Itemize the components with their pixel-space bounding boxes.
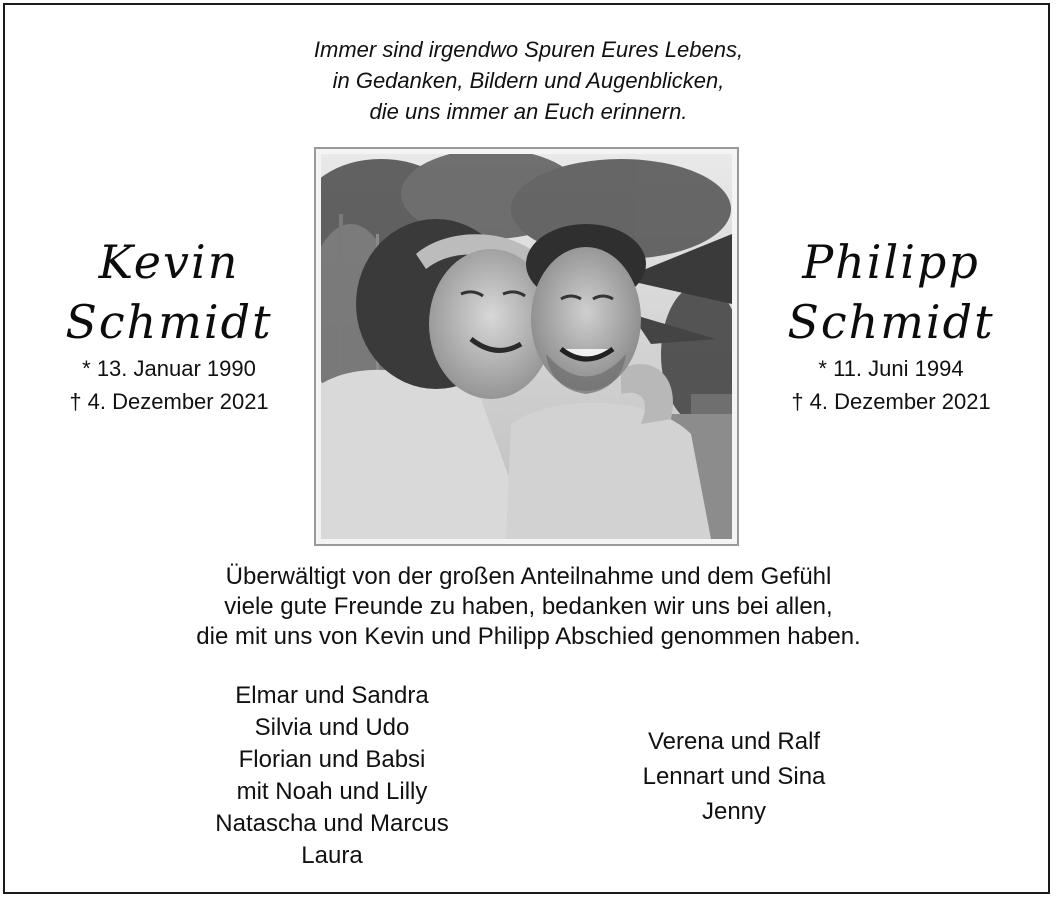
memorial-photo xyxy=(321,154,732,539)
thank-you-text xyxy=(0,562,1057,652)
left-death-date: † 4. Dezember 2021 xyxy=(69,389,269,414)
right-person-dates xyxy=(762,352,1020,418)
signer-line: Jenny xyxy=(701,798,767,825)
signers-right-group xyxy=(584,724,884,829)
signer-line: Verena und Ralf xyxy=(647,728,821,755)
thanks-line-1: Überwältigt von der großen Anteilnahme und dem Gefühl xyxy=(225,563,832,590)
verse-line-2: in Gedanken, Bildern und Augenblicken, xyxy=(332,68,725,93)
signers-left-group xyxy=(182,680,482,872)
signer-line: Silvia und Udo xyxy=(254,714,410,741)
signer-line: Lennart und Sina xyxy=(642,763,826,790)
left-person-name xyxy=(40,232,298,352)
thanks-line-2: viele gute Freunde zu haben, bedanken wir uns bei allen, xyxy=(224,593,833,620)
verse-line-1: Immer sind irgendwo Spuren Eures Lebens, xyxy=(313,37,744,62)
signer-line: Laura xyxy=(301,842,363,869)
right-person-name xyxy=(762,232,1020,352)
right-first-name: Philipp xyxy=(802,235,980,289)
signer-line: Elmar und Sandra xyxy=(235,682,429,709)
thanks-line-3: die mit uns von Kevin und Philipp Abschied genommen haben. xyxy=(196,623,861,650)
verse-line-3: die uns immer an Euch erinnern. xyxy=(369,99,688,124)
signer-line: mit Noah und Lilly xyxy=(236,778,428,805)
signer-line: Florian und Babsi xyxy=(238,746,426,773)
memorial-photo-frame xyxy=(314,147,739,546)
right-death-date: † 4. Dezember 2021 xyxy=(791,389,991,414)
left-last-name: Schmidt xyxy=(65,295,273,349)
left-birth-date: * 13. Januar 1990 xyxy=(82,356,256,381)
left-first-name: Kevin xyxy=(98,235,240,289)
signer-line: Natascha und Marcus xyxy=(215,810,449,837)
right-last-name: Schmidt xyxy=(787,295,995,349)
memorial-verse xyxy=(0,34,1057,127)
left-person-dates xyxy=(40,352,298,418)
right-birth-date: * 11. Juni 1994 xyxy=(818,356,964,381)
